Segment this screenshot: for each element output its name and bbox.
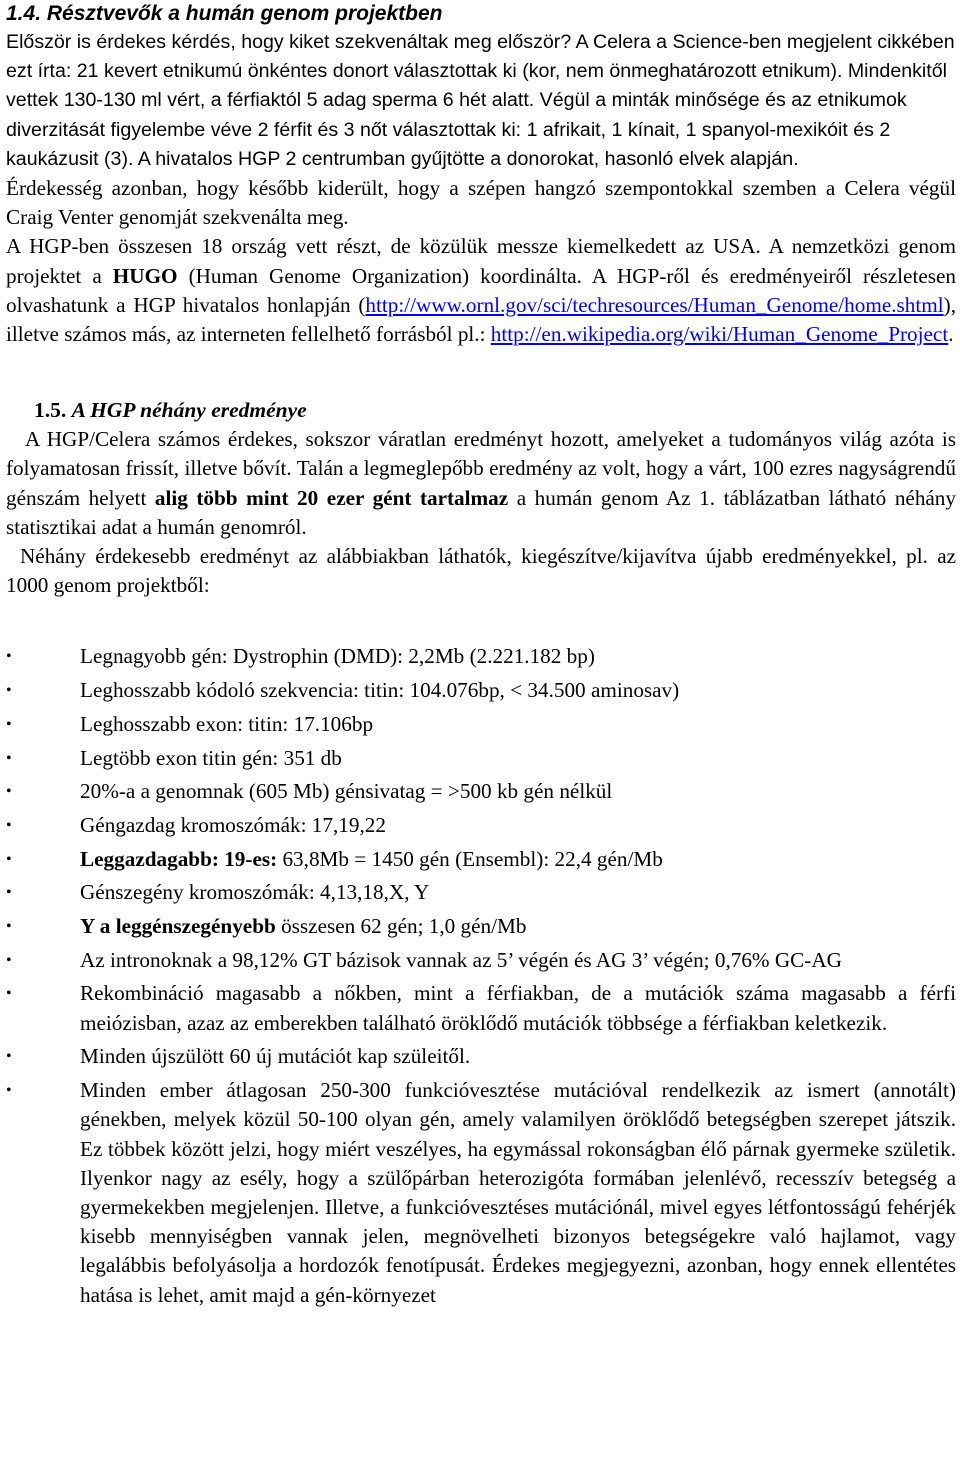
gene-count-bold: alig több mint 20 ezer gént tartalmaz [154, 485, 509, 510]
list-item-text: Minden újszülött 60 új mutációt kap szüleitől. [80, 1044, 471, 1069]
list-item [6, 710, 956, 739]
bullet-icon: • [6, 648, 12, 666]
section-title: A HGP néhány eredménye [71, 398, 307, 423]
paragraph-participants: Először is érdekes kérdés, hogy kiket szekvenáltak meg először? A Celera a Science-ben megjelent cikkében ezt írta: 21 kevert etnikumú önkéntes donort választottak ki (kor, nem önmeghatározott etnikum). Mindenkitől vettek 130-130 ml vért, a férfiaktól 5 adag sperma 6 hét alatt. Végül a minták minősége és az etnikumok diverzitását figyelembe véve 2 férfit és 3 nőt választottak ki: 1 afrikait, 1 kínait, 1 spanyol-mexikóit és 2 kaukázusit (3). A hivatalos HGP 2 centrumban gyűjtötte a donorokat, hasonló elvek alapján. [6, 31, 955, 170]
section-heading-1-5 [6, 395, 956, 425]
list-item-bold: Leggazdagabb: 19-es: [80, 846, 278, 871]
bullet-icon: • [6, 682, 12, 700]
hugo-bold: HUGO [112, 263, 178, 288]
bullet-icon: • [6, 816, 12, 834]
document-page [6, 0, 956, 1314]
paragraph-results-list-intro: Néhány érdekesebb eredményt az alábbiakban láthatók, kiegészítve/kijavítva újabb eredményekkel, pl. az 1000 genom projektből: [6, 544, 956, 598]
text-segment: A HGP/Celera számos érdekes, sokszor váratlan eredményt hozott, amelyeket a tudományos világ azóta is folyamatosan frissít, illetve bővít. Talán a legmeglepőbb eredmény az volt, hogy a várt, 100 ezres nagyságrendű génszám helyett [6, 427, 956, 510]
text-segment: a humán genom Az 1. táblázatban látható néhány statisztikai adat a humán genomról. [6, 485, 956, 539]
spacer [6, 600, 956, 642]
link-wikipedia-hgp[interactable]: http://en.wikipedia.org/wiki/Human_Genome_Project [490, 322, 949, 347]
list-item-text: Génszegény kromoszómák: 4,13,18,X, Y [80, 880, 430, 905]
list-item [6, 777, 956, 806]
section-number: 1.4. [6, 2, 42, 25]
bullet-icon: • [6, 783, 12, 801]
list-item [6, 744, 956, 773]
list-item-text: Minden ember átlagosan 250-300 funkcióvesztése mutációval rendelkezik az ismert (annotált) génekben, melyek közül 50-100 olyan gén, amely valamilyen öröklődő betegségben szerepet játszik. Ez többek között jelzi, hogy miért veszélyes, ha egymással rokonságban élő párnak gyermeke születik. Ilyenkor nagy az esély, hogy a szülőpárban heterozigóta formában jelenlévő, recesszív betegség a gyermekekben megjelenjen. Illetve, a funkcióvesztéses mutációnál, mivel egyes létfontosságú fehérjék kisebb mennyiségben vannak jelen, megnövelheti bizonyos betegségekre való hajlamot, vagy legalábbis befolyásolja a hordozók fenotípusát. Érdekes megjegyezni, azonban, hogy ennek ellentétes hatása is lehet, amit majd a gén-környezet [80, 1078, 956, 1307]
list-item [6, 1042, 956, 1071]
list-item [6, 912, 956, 941]
paragraph-results-intro [6, 425, 956, 542]
list-item-text: Az intronoknak a 98,12% GT bázisok vannak az 5’ végén és AG 3’ végén; 0,76% GC-AG [80, 947, 842, 972]
section-heading-1-4 [6, 0, 956, 28]
list-item-text: összesen 62 gén; 1,0 gén/Mb [275, 914, 527, 939]
bullet-icon: • [6, 850, 12, 868]
bullet-icon: • [6, 884, 12, 902]
list-item [6, 642, 956, 671]
paragraph-hugo [6, 232, 956, 349]
list-item [6, 878, 956, 907]
paragraph-craig-venter: Érdekesség azonban, hogy később kiderült, hogy a szépen hangzó szempontokkal szemben a Celera végül Craig Venter genomját szekvenálta meg. [6, 176, 956, 230]
list-item [6, 811, 956, 840]
list-item-text: Géngazdag kromoszómák: 17,19,22 [80, 812, 386, 837]
list-item [6, 946, 956, 975]
section-number: 1.5. [34, 398, 67, 423]
bullet-icon: • [6, 749, 12, 767]
text-segment: (Human Genome Organization) koordinálta. A HGP-ről és eredményeiről részletesen olvashatunk a HGP hivatalos honlapján ( [6, 263, 956, 317]
list-item [6, 845, 956, 874]
bullet-icon: • [6, 715, 12, 733]
bullet-icon: • [6, 951, 12, 969]
list-item-text: Legnagyobb gén: Dystrophin (DMD): 2,2Mb (2.221.182 bp) [80, 644, 595, 669]
list-item [6, 1076, 956, 1310]
text-segment: ), illetve számos más, az interneten fellelhető forrásból pl.: [6, 292, 956, 347]
list-item [6, 979, 956, 1037]
bullet-icon: • [6, 918, 12, 936]
bullet-icon: • [6, 1082, 12, 1100]
bullet-icon: • [6, 985, 12, 1003]
list-item-text: Legtöbb exon titin gén: 351 db [80, 745, 342, 770]
list-item-text: 20%-a a genomnak (605 Mb) génsivatag = >500 kb gén nélkül [80, 779, 613, 804]
results-bullet-list [6, 642, 956, 1309]
list-item-text: 63,8Mb = 1450 gén (Ensembl): 22,4 gén/Mb [277, 846, 663, 871]
list-item-text: Leghosszabb kódoló szekvencia: titin: 104.076bp, < 34.500 aminosav) [80, 678, 680, 703]
spacer [6, 349, 956, 395]
list-item [6, 676, 956, 705]
list-item-text: Leghosszabb exon: titin: 17.106bp [80, 711, 374, 736]
list-item-text: Rekombináció magasabb a nőkben, mint a férfiakban, de a mutációk száma magasabb a férfi meiózisban, azaz az emberekben található öröklődő mutációk többsége a férfiakban keletkezik. [80, 981, 956, 1035]
list-item-bold: Y a leggénszegényebb [80, 914, 276, 939]
text-segment: . [948, 322, 954, 347]
link-ornl-hgp[interactable]: http://www.ornl.gov/sci/techresources/Human_Genome/home.shtml [365, 292, 944, 317]
bullet-icon: • [6, 1048, 12, 1066]
text-segment: A HGP-ben összesen 18 ország vett részt, de közülük messze kiemelkedett az USA. A nemzetközi genom projektet a [6, 234, 956, 288]
section-title: Résztvevők a humán genom projektben [46, 2, 443, 25]
